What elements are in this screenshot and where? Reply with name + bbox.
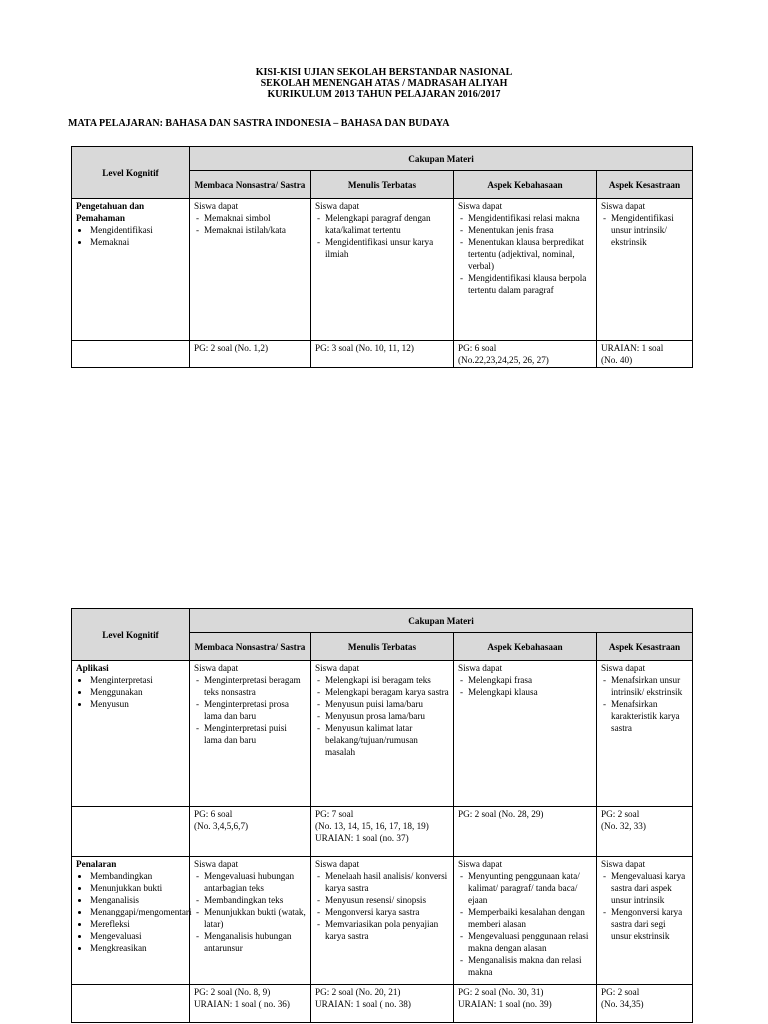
soal-line: URAIAN: 1 soal ( no. 36) xyxy=(194,999,290,1009)
materi-list xyxy=(194,674,306,746)
siswa-dapat-label: Siswa dapat xyxy=(315,859,360,869)
list-item: - Menginterpretasi beragam teks nonsastra xyxy=(194,674,306,698)
soal-cell xyxy=(311,807,454,857)
level-list xyxy=(76,674,185,710)
soal-line: (No.22,23,24,25, 26, 27) xyxy=(458,355,549,365)
materi-cell xyxy=(597,661,693,807)
table-row-soal xyxy=(72,807,693,857)
list-item: - Mengidentifikasi unsur intrinsik/ ekstrinsik xyxy=(601,212,688,248)
level-list xyxy=(76,224,185,248)
soal-line: PG: 6 soal xyxy=(458,343,497,353)
materi-cell xyxy=(311,199,454,341)
list-item: - Menganalisis makna dan relasi makna xyxy=(458,954,592,978)
siswa-dapat-label: Siswa dapat xyxy=(458,859,503,869)
list-item: - Memperbaiki kesalahan dengan memberi alasan xyxy=(458,906,592,930)
soal-line: URAIAN: 1 soal (no. 37) xyxy=(315,833,409,843)
soal-line: PG: 2 soal (No. 28, 29) xyxy=(458,809,544,819)
soal-line: PG: 2 soal xyxy=(601,809,640,819)
siswa-dapat-label: Siswa dapat xyxy=(601,859,646,869)
soal-cell xyxy=(597,341,693,368)
level-kognitif-header: Level Kognitif xyxy=(72,147,190,199)
materi-cell xyxy=(311,857,454,985)
list-item: • Mengevaluasi xyxy=(90,930,185,942)
soal-line: (No. 40) xyxy=(601,355,633,365)
soal-line: (No. 32, 33) xyxy=(601,821,646,831)
siswa-dapat-label: Siswa dapat xyxy=(601,663,646,673)
subject-title: MATA PELAJARAN: BAHASA DAN SASTRA INDONESIA – BAHASA DAN BUDAYA xyxy=(68,118,450,129)
soal-line: (No. 34,35) xyxy=(601,999,644,1009)
list-item: • Menyusun xyxy=(90,698,185,710)
cakupan-materi-header: Cakupan Materi xyxy=(190,609,693,633)
list-item: - Mengevaluasi penggunaan relasi makna dengan alasan xyxy=(458,930,592,954)
soal-line: (No. 13, 14, 15, 16, 17, 18, 19) xyxy=(315,821,429,831)
soal-line: PG: 3 soal (No. 10, 11, 12) xyxy=(315,343,414,353)
soal-cell xyxy=(454,985,597,1023)
materi-cell xyxy=(311,661,454,807)
materi-cell xyxy=(597,199,693,341)
table-row-soal xyxy=(72,985,693,1023)
list-item: - Mengidentifikasi relasi makna xyxy=(458,212,592,224)
list-item: - Melengkapi isi beragam teks xyxy=(315,674,449,686)
list-item: - Mengidentifikasi unsur karya ilmiah xyxy=(315,236,449,260)
siswa-dapat-label: Siswa dapat xyxy=(601,201,646,211)
list-item: • Mengidentifikasi xyxy=(90,224,185,236)
materi-list xyxy=(315,674,449,758)
list-item: - Menganalisis hubungan antarunsur xyxy=(194,930,306,954)
soal-cell xyxy=(597,985,693,1023)
list-item: - Menafsirkan karakteristik karya sastra xyxy=(601,698,688,734)
level-title: Pengetahuan dan Pemahaman xyxy=(76,201,145,223)
list-item: • Membandingkan xyxy=(90,870,185,882)
list-item: - Melengkapi frasa xyxy=(458,674,592,686)
col-header-kesastraan: Aspek Kesastraan xyxy=(597,171,693,199)
list-item: - Mengevaluasi hubungan antarbagian teks xyxy=(194,870,306,894)
materi-cell xyxy=(190,199,311,341)
header-line-2: SEKOLAH MENENGAH ATAS / MADRASAH ALIYAH xyxy=(260,78,508,89)
soal-cell xyxy=(311,985,454,1023)
list-item: • Menggunakan xyxy=(90,686,185,698)
materi-list xyxy=(315,870,449,942)
soal-line: URAIAN: 1 soal (no. 39) xyxy=(458,999,552,1009)
empty-cell xyxy=(72,985,190,1023)
materi-cell xyxy=(454,857,597,985)
soal-cell xyxy=(454,341,597,368)
siswa-dapat-label: Siswa dapat xyxy=(458,663,503,673)
siswa-dapat-label: Siswa dapat xyxy=(194,663,239,673)
list-item: - Memaknai simbol xyxy=(194,212,306,224)
list-item: - Menunjukkan bukti (watak, latar) xyxy=(194,906,306,930)
materi-list xyxy=(458,870,592,978)
level-cell xyxy=(72,857,190,985)
list-item: - Mengonversi karya sastra xyxy=(315,906,449,918)
list-item: • Memaknai xyxy=(90,236,185,248)
soal-line: URAIAN: 1 soal xyxy=(601,343,664,353)
col-header-menulis: Menulis Terbatas xyxy=(311,171,454,199)
soal-line: PG: 2 soal (No. 8, 9) xyxy=(194,987,271,997)
table-row xyxy=(72,199,693,341)
materi-list xyxy=(458,212,592,296)
materi-list xyxy=(194,212,306,236)
list-item: - Melengkapi beragam karya sastra xyxy=(315,686,449,698)
list-item: - Menelaah hasil analisis/ konversi karya sastra xyxy=(315,870,449,894)
list-item: - Menentukan klausa berpredikat tertentu (adjektival, nominal, verbal) xyxy=(458,236,592,272)
document-header xyxy=(0,67,768,100)
list-item: • Menanggapi/mengomentari xyxy=(90,906,185,918)
materi-list xyxy=(315,212,449,260)
table-row xyxy=(72,661,693,807)
cakupan-materi-header: Cakupan Materi xyxy=(190,147,693,171)
level-title: Aplikasi xyxy=(76,663,109,673)
header-line-3: KURIKULUM 2013 TAHUN PELAJARAN 2016/2017 xyxy=(267,89,501,100)
materi-cell xyxy=(190,857,311,985)
soal-line: PG: 2 soal (No. 30, 31) xyxy=(458,987,544,997)
list-item: - Mengevaluasi karya sastra dari aspek unsur intrinsik xyxy=(601,870,688,906)
col-header-kebahasaan: Aspek Kebahasaan xyxy=(454,171,597,199)
materi-list xyxy=(601,870,688,942)
col-header-kesastraan: Aspek Kesastraan xyxy=(597,633,693,661)
list-item: • Menginterpretasi xyxy=(90,674,185,686)
soal-cell xyxy=(454,807,597,857)
list-item: - Membandingkan teks xyxy=(194,894,306,906)
list-item: - Menyusun resensi/ sinopsis xyxy=(315,894,449,906)
list-item: - Menyusun prosa lama/baru xyxy=(315,710,449,722)
soal-line: PG: 6 soal xyxy=(194,809,233,819)
header-line-1: KISI-KISI UJIAN SEKOLAH BERSTANDAR NASIONAL xyxy=(255,67,513,78)
materi-list xyxy=(194,870,306,954)
materi-cell xyxy=(454,199,597,341)
list-item: - Mengidentifikasi klausa berpola tertentu dalam paragraf xyxy=(458,272,592,296)
siswa-dapat-label: Siswa dapat xyxy=(315,201,360,211)
soal-line: PG: 2 soal xyxy=(601,987,640,997)
list-item: - Menyunting penggunaan kata/ kalimat/ paragraf/ tanda baca/ ejaan xyxy=(458,870,592,906)
empty-cell xyxy=(72,341,190,368)
list-item: • Menganalisis xyxy=(90,894,185,906)
list-item: • Mengkreasikan xyxy=(90,942,185,954)
level-cell xyxy=(72,199,190,341)
list-item: - Menginterpretasi prosa lama dan baru xyxy=(194,698,306,722)
list-item: - Menyusun puisi lama/baru xyxy=(315,698,449,710)
list-item: - Melengkapi paragraf dengan kata/kalimat tertentu xyxy=(315,212,449,236)
empty-cell xyxy=(72,807,190,857)
siswa-dapat-label: Siswa dapat xyxy=(458,201,503,211)
soal-cell xyxy=(311,341,454,368)
level-kognitif-header: Level Kognitif xyxy=(72,609,190,661)
list-item: - Menginterpretasi puisi lama dan baru xyxy=(194,722,306,746)
soal-line: URAIAN: 1 soal ( no. 38) xyxy=(315,999,411,1009)
list-item: - Menyusun kalimat latar belakang/tujuan/rumusan masalah xyxy=(315,722,449,758)
list-item: - Mengonversi karya sastra dari segi unsur ekstrinsik xyxy=(601,906,688,942)
soal-line: PG: 2 soal (No. 1,2) xyxy=(194,343,269,353)
materi-list xyxy=(601,674,688,734)
kisi-table-2 xyxy=(71,608,693,1023)
col-header-kebahasaan: Aspek Kebahasaan xyxy=(454,633,597,661)
soal-cell xyxy=(190,985,311,1023)
soal-line: PG: 7 soal xyxy=(315,809,354,819)
table-row-soal xyxy=(72,341,693,368)
list-item: - Menafsirkan unsur intrinsik/ ekstrinsik xyxy=(601,674,688,698)
level-list xyxy=(76,870,192,954)
soal-line: PG: 2 soal (No. 20, 21) xyxy=(315,987,401,997)
list-item: - Melengkapi klausa xyxy=(458,686,592,698)
siswa-dapat-label: Siswa dapat xyxy=(315,663,360,673)
level-cell xyxy=(72,661,190,807)
materi-cell xyxy=(190,661,311,807)
level-title: Penalaran xyxy=(76,859,117,869)
col-header-menulis: Menulis Terbatas xyxy=(311,633,454,661)
kisi-table-1 xyxy=(71,146,693,368)
soal-cell xyxy=(597,807,693,857)
soal-line: (No. 3,4,5,6,7) xyxy=(194,821,249,831)
list-item: • Merefleksi xyxy=(90,918,185,930)
list-item: - Menentukan jenis frasa xyxy=(458,224,592,236)
list-item: - Memvariasikan pola penyajian karya sastra xyxy=(315,918,449,942)
materi-list xyxy=(601,212,688,248)
materi-cell xyxy=(597,857,693,985)
table-row xyxy=(72,857,693,985)
soal-cell xyxy=(190,807,311,857)
materi-list xyxy=(458,674,592,698)
siswa-dapat-label: Siswa dapat xyxy=(194,859,239,869)
materi-cell xyxy=(454,661,597,807)
soal-cell xyxy=(190,341,311,368)
list-item: • Menunjukkan bukti xyxy=(90,882,185,894)
col-header-membaca: Membaca Nonsastra/ Sastra xyxy=(190,633,311,661)
list-item: - Memaknai istilah/kata xyxy=(194,224,306,236)
siswa-dapat-label: Siswa dapat xyxy=(194,201,239,211)
col-header-membaca: Membaca Nonsastra/ Sastra xyxy=(190,171,311,199)
